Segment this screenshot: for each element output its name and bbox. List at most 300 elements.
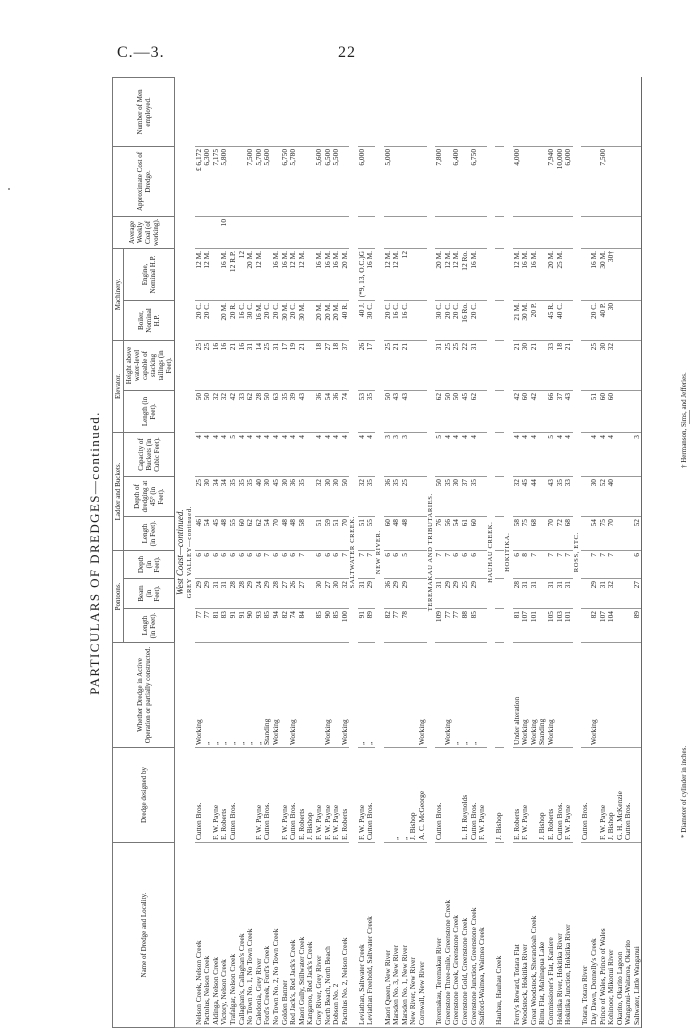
cell-cost (478, 146, 487, 216)
group-heading: HAUHAU CREEK. (487, 77, 496, 1027)
cell-ladder-length: 45 (212, 517, 221, 551)
cell-name: Caledonia, Grey River (255, 843, 264, 1028)
cell-boiler: 20 C. (203, 300, 212, 340)
cell-name: Maori Gully, Stillwater Creek (298, 843, 307, 1028)
cell-pontoon-beam (495, 579, 504, 609)
cell-name: Victory, Nelson Creek (220, 843, 229, 1028)
cell-pontoon-depth: 7 (564, 551, 573, 579)
cell-men (263, 77, 272, 146)
cell-designer: E. Roberts (513, 748, 522, 843)
cell-bucket-capacity: 4 (607, 432, 616, 476)
cell-elevator-height: 18 (332, 340, 341, 390)
cell-designer: G. H. McKenzie (616, 748, 625, 843)
cell-elevator-height: 25 (263, 340, 272, 390)
cell-pontoon-beam: 29 (401, 579, 410, 609)
table-row (298, 77, 307, 1027)
cell-pontoon-length: 107 (521, 609, 530, 643)
cell-status: Working (444, 643, 453, 748)
cell-engine: 30† (607, 248, 616, 300)
cell-name: No Town No. 2, No Town Creek (272, 843, 281, 1028)
cell-men (547, 77, 556, 146)
cell-name: Golden Banner (281, 843, 290, 1028)
cell-ladder-length: 75 (521, 517, 530, 551)
cell-elevator-length (616, 390, 625, 432)
cell-boiler: 20 C. (452, 300, 461, 340)
cell-elevator-height: 31 (435, 340, 444, 390)
cell-cost: 4,000 (513, 146, 522, 216)
cell-ladder-length: 58 (513, 517, 522, 551)
cell-elevator-length: 43 (392, 390, 401, 432)
cell-boiler: 40 R. (341, 300, 350, 340)
cell-elevator-height (624, 340, 633, 390)
cell-pontoon-length: 77 (444, 609, 453, 643)
cell-pontoon-length: 77 (452, 609, 461, 643)
cell-pontoon-depth: 6 (384, 551, 393, 579)
cell-pontoon-length: 81 (513, 609, 522, 643)
cell-designer: Cutten Bros. (556, 748, 565, 843)
cell-cost: 5,700 (255, 146, 264, 216)
cell-bucket-capacity: 4 (521, 432, 530, 476)
cell-designer: Cutten Bros. (195, 748, 204, 843)
cell-status: „ (470, 643, 479, 748)
cell-boiler: 30 C. (246, 300, 255, 340)
cell-pontoon-depth: 6 (392, 551, 401, 579)
cell-ladder-length: 60 (470, 517, 479, 551)
cell-coal (281, 216, 290, 248)
cell-pontoon-length: 82 (384, 609, 393, 643)
cell-engine: 12 (401, 248, 410, 300)
cell-status: Working (195, 643, 204, 748)
rotated-content (84, 78, 694, 1028)
col-status: Whether Dredge in Active Operation or partially constructed. (113, 643, 175, 748)
cell-designer: E. Roberts (341, 748, 350, 843)
cell-cost (418, 146, 427, 216)
cell-engine: 16 M. (332, 248, 341, 300)
cell-boiler: 20 C. (470, 300, 479, 340)
cell-dredging-depth (478, 477, 487, 517)
cell-ladder-length: 54 (452, 517, 461, 551)
cell-coal (607, 216, 616, 248)
cell-engine: 20 M. (435, 248, 444, 300)
cell-status: Working (272, 643, 281, 748)
cell-pontoon-length: 74 (289, 609, 298, 643)
cell-designer: Cutten Bros. (624, 748, 633, 843)
page-number: 22 (338, 44, 356, 61)
cell-elevator-length: 50 (195, 390, 204, 432)
cell-status: Working (341, 643, 350, 748)
cell-status (298, 643, 307, 748)
cell-pontoon-depth: 6 (315, 551, 324, 579)
cell-designer: F. W. Payne (315, 748, 324, 843)
cell-status: „ (366, 643, 375, 748)
group-heading: SALTWATER CREEK. (349, 77, 358, 1027)
col-elevator-height: Height above water-level capable of stacking tailings (in Feet). (124, 340, 175, 390)
cell-pontoon-beam: 29 (246, 579, 255, 609)
cell-engine: 16 M. (324, 248, 333, 300)
cell-elevator-length: 43 (401, 390, 410, 432)
cell-engine: 12 M. (384, 248, 393, 300)
cell-engine: 12 M. (444, 248, 453, 300)
cell-elevator-length: 36 (332, 390, 341, 432)
cell-status (633, 643, 642, 748)
table-row (633, 77, 642, 1027)
cell-designer: „ (401, 748, 410, 843)
cell-boiler: 20 C. (289, 300, 298, 340)
cell-pontoon-length: 107 (599, 609, 608, 643)
cell-coal (306, 216, 315, 248)
cell-boiler (633, 300, 642, 340)
cell-engine: 12 M. (289, 248, 298, 300)
cell-boiler: 30 C. (366, 300, 375, 340)
cell-elevator-height: 26 (358, 340, 367, 390)
cell-coal (289, 216, 298, 248)
cell-dredging-depth: 34 (220, 477, 229, 517)
cell-pontoon-beam: 26 (289, 579, 298, 609)
cell-engine (409, 248, 418, 300)
cell-coal (238, 216, 247, 248)
cell-dredging-depth: 25 (401, 477, 410, 517)
cell-pontoon-beam (409, 579, 418, 609)
cell-elevator-height: 18 (315, 340, 324, 390)
cell-men (272, 77, 281, 146)
cell-pontoon-length: 91 (358, 609, 367, 643)
cell-engine (478, 248, 487, 300)
cell-bucket-capacity: 4 (272, 432, 281, 476)
cell-boiler: 20 M. (324, 300, 333, 340)
cell-elevator-length: 32 (212, 390, 221, 432)
cell-designer: A. C. McGeorge (418, 748, 427, 843)
cell-elevator-height: 21 (564, 340, 573, 390)
cell-name: Marsden No. 3, New River (392, 843, 401, 1028)
cell-pontoon-beam: 29 (366, 579, 375, 609)
cell-pontoon-length: 90 (246, 609, 255, 643)
cell-pontoon-beam: 30 (332, 579, 341, 609)
table-body (175, 77, 642, 1027)
cell-name: Marsden No. 1, New River (401, 843, 410, 1028)
cell-name: Wanganui-Waitaroa, Okarito (624, 843, 633, 1028)
cell-coal (478, 216, 487, 248)
cell-cost (530, 146, 539, 216)
table-row (470, 77, 479, 1027)
cell-boiler: 20 C. (384, 300, 393, 340)
cell-elevator-height: 25 (384, 340, 393, 390)
cell-men (521, 77, 530, 146)
cell-pontoon-beam: 29 (263, 579, 272, 609)
cell-elevator-length: 43 (298, 390, 307, 432)
cell-elevator-length: 60 (607, 390, 616, 432)
cell-ladder-length: 48 (281, 517, 290, 551)
cell-pontoon-depth: 6 (220, 551, 229, 579)
cell-boiler: 16 M. (255, 300, 264, 340)
cell-dredging-depth: 30 (263, 477, 272, 517)
cell-coal: 10 (220, 216, 229, 248)
cell-pontoon-length: 91 (229, 609, 238, 643)
cell-ladder-length: 51 (358, 517, 367, 551)
cell-dredging-depth: 50 (341, 477, 350, 517)
cell-pontoon-depth: 6 (229, 551, 238, 579)
cell-bucket-capacity: 4 (599, 432, 608, 476)
cell-boiler: 20 C. (444, 300, 453, 340)
cell-dredging-depth (409, 477, 418, 517)
cell-men (384, 77, 393, 146)
cell-engine: 12 M. (255, 248, 264, 300)
cell-dredging-depth: 35 (392, 477, 401, 517)
cell-pontoon-length (495, 609, 504, 643)
cell-status: „ (452, 643, 461, 748)
cell-elevator-height: 31 (272, 340, 281, 390)
cell-bucket-capacity: 4 (195, 432, 204, 476)
cell-status (392, 643, 401, 748)
cell-name: Dobson No. 2 (332, 843, 341, 1028)
cell-name: Stafford-Waimea, Waimea Creek (478, 843, 487, 1028)
cell-designer: F. W. Payne (599, 748, 608, 843)
cell-dredging-depth: 52 (599, 477, 608, 517)
cell-bucket-capacity (624, 432, 633, 476)
cell-cost (521, 146, 530, 216)
cell-pontoon-depth: 6 (470, 551, 479, 579)
cell-engine: 12 M. (298, 248, 307, 300)
cell-bucket-capacity: 5 (547, 432, 556, 476)
cell-engine: 12 M. (203, 248, 212, 300)
cell-elevator-length: 62 (246, 390, 255, 432)
cell-pontoon-depth: 7 (607, 551, 616, 579)
cell-dredging-depth: 30 (203, 477, 212, 517)
cell-status: „ (358, 643, 367, 748)
col-pontoon-beam: Beam (in Feet). (124, 579, 175, 609)
cell-engine: 16 M. (281, 248, 290, 300)
group-heading: ROSS, ETC. (573, 77, 582, 1027)
cell-men (452, 77, 461, 146)
cell-bucket-capacity: 5 (229, 432, 238, 476)
cell-coal (435, 216, 444, 248)
cell-pontoon-beam: 27 (633, 579, 642, 609)
cell-pontoon-depth: 7 (358, 551, 367, 579)
table-row (478, 77, 487, 1027)
cell-status (599, 643, 608, 748)
cell-dredging-depth: 32 (358, 477, 367, 517)
cell-coal (409, 216, 418, 248)
cell-engine: 16 M. (272, 248, 281, 300)
cell-bucket-capacity: 4 (263, 432, 272, 476)
cell-pontoon-length (478, 609, 487, 643)
cell-engine: 30 M. (599, 248, 608, 300)
cell-coal (624, 216, 633, 248)
cell-status: Standing (263, 643, 272, 748)
cell-men (418, 77, 427, 146)
cell-bucket-capacity: 4 (220, 432, 229, 476)
cell-dredging-depth: 37 (461, 477, 470, 517)
cell-pontoon-length: 78 (401, 609, 410, 643)
cell-designer (633, 748, 642, 843)
cell-men (633, 77, 642, 146)
cell-men (590, 77, 599, 146)
cell-designer: E. Roberts (220, 748, 229, 843)
cell-pontoon-depth: 6 (238, 551, 247, 579)
cell-ladder-length: 68 (564, 517, 573, 551)
cell-men (616, 77, 625, 146)
cell-pontoon-beam: 32 (341, 579, 350, 609)
cell-pontoon-depth: 6 (246, 551, 255, 579)
cell-pontoon-length: 104 (607, 609, 616, 643)
cell-engine: 12 M. (452, 248, 461, 300)
cell-pontoon-beam: 27 (281, 579, 290, 609)
cell-cost: 7,500 (246, 146, 255, 216)
cell-pontoon-length: 85 (470, 609, 479, 643)
cell-bucket-capacity: 4 (255, 432, 264, 476)
cell-coal (195, 216, 204, 248)
cell-pontoon-depth: 6 (272, 551, 281, 579)
cell-elevator-height: 17 (366, 340, 375, 390)
cell-elevator-height: 21 (229, 340, 238, 390)
cell-pontoon-length: 88 (461, 609, 470, 643)
cell-pontoon-depth: 6 (332, 551, 341, 579)
cell-elevator-length: 74 (341, 390, 350, 432)
cell-name: Leviathan Freehold, Saltwater Creek (366, 843, 375, 1028)
cell-men (599, 77, 608, 146)
cell-name: Day Dawn, Donnelly's Creek (590, 843, 599, 1028)
cell-name: Red Jack's, Red Jack's Creek (289, 843, 298, 1028)
table-row (607, 77, 616, 1027)
cell-pontoon-length: 89 (366, 609, 375, 643)
cell-status: Working (521, 643, 530, 748)
cell-name: Hauhau, Hauhau Creek (495, 843, 504, 1028)
cell-bucket-capacity (538, 432, 547, 476)
cell-status: „ (255, 643, 264, 748)
cell-ladder-length: 51 (332, 517, 341, 551)
cell-men (366, 77, 375, 146)
cell-dredging-depth: 35 (470, 477, 479, 517)
cell-dredging-depth: 25 (195, 477, 204, 517)
cell-pontoon-depth: 6 (255, 551, 264, 579)
cell-elevator-length: 32 (220, 390, 229, 432)
cell-boiler (564, 300, 573, 340)
cell-ladder-length: 70 (272, 517, 281, 551)
col-bucket-capacity: Capacity of Buckets (in Cubic Feet). (124, 432, 175, 476)
cell-elevator-length: 63 (272, 390, 281, 432)
cell-bucket-capacity: 4 (461, 432, 470, 476)
cell-cost: 7,940 (547, 146, 556, 216)
cell-pontoon-depth: 6 (212, 551, 221, 579)
cell-pontoon-depth: 8 (521, 551, 530, 579)
cell-bucket-capacity: 4 (556, 432, 565, 476)
col-engine: Engine, Nominal H.P. (124, 248, 175, 300)
cell-boiler: 20 M. (315, 300, 324, 340)
cell-cost: 5,500 (332, 146, 341, 216)
group-heading: NEW RIVER. (375, 77, 384, 1027)
cell-status: „ (238, 643, 247, 748)
cell-pontoon-beam: 31 (556, 579, 565, 609)
cell-name: Pactolus, Nelson Creek (203, 843, 212, 1028)
cell-designer: F. W. Payne (358, 748, 367, 843)
cell-dredging-depth: 32 (315, 477, 324, 517)
table-row (401, 77, 410, 1027)
cell-pontoon-length: 81 (212, 609, 221, 643)
cell-cost (624, 146, 633, 216)
cell-ladder-length: 68 (530, 517, 539, 551)
cell-ladder-length: 54 (263, 517, 272, 551)
cell-engine: 16 M. (366, 248, 375, 300)
cell-bucket-capacity: 4 (341, 432, 350, 476)
cell-elevator-length: 50 (384, 390, 393, 432)
cell-designer: F. W. Payne (212, 748, 221, 843)
cell-bucket-capacity: 4 (470, 432, 479, 476)
cell-elevator-length: 33 (238, 390, 247, 432)
cell-coal (298, 216, 307, 248)
cell-ladder-length: 48 (392, 517, 401, 551)
cell-name: Teremakau, Teremakau River (435, 843, 444, 1028)
cell-dredging-depth: 35 (298, 477, 307, 517)
cell-cost: 5,000 (384, 146, 393, 216)
table-row (530, 77, 539, 1027)
cell-pontoon-beam: 31 (435, 579, 444, 609)
cell-engine: 20 M. (341, 248, 350, 300)
cell-coal (556, 216, 565, 248)
cell-name: Kohinoor, Mikonui River (607, 843, 616, 1028)
cell-pontoon-beam: 31 (547, 579, 556, 609)
cell-elevator-length: 62 (470, 390, 479, 432)
cell-boiler: 20 C. (195, 300, 204, 340)
cell-boiler: 16 C. (238, 300, 247, 340)
cell-dredging-depth (616, 477, 625, 517)
cell-men (409, 77, 418, 146)
cell-boiler: 40 J. (358, 300, 367, 340)
cell-pontoon-beam: 28 (272, 579, 281, 609)
cell-elevator-height: 17 (281, 340, 290, 390)
cell-ladder-length: 62 (255, 517, 264, 551)
cell-dredging-depth: 30 (452, 477, 461, 517)
cell-designer: Cutten Bros. (366, 748, 375, 843)
cell-ladder-length: 70 (607, 517, 616, 551)
cell-elevator-height (495, 340, 504, 390)
cell-elevator-height (409, 340, 418, 390)
cell-name: North Beach, North Beach (324, 843, 333, 1028)
table-row (341, 77, 350, 1027)
cell-boiler: 30 M. (281, 300, 290, 340)
cell-men (435, 77, 444, 146)
cell-elevator-length: 42 (530, 390, 539, 432)
cell-elevator-height: 21 (298, 340, 307, 390)
cell-engine (564, 248, 573, 300)
cell-elevator-length (478, 390, 487, 432)
cell-ladder-length: 54 (203, 517, 212, 551)
cell-designer: Cutten Bros. (435, 748, 444, 843)
cell-elevator-height: 31 (470, 340, 479, 390)
cell-coal (203, 216, 212, 248)
cell-ladder-length (495, 517, 504, 551)
cell-elevator-height (418, 340, 427, 390)
cell-name: Maori Queen, New River (384, 843, 393, 1028)
cell-status: Working (590, 643, 599, 748)
cell-men (332, 77, 341, 146)
cell-coal (633, 216, 642, 248)
cell-pontoon-depth: 6 (203, 551, 212, 579)
cell-bucket-capacity: 4 (358, 432, 367, 476)
cell-designer (444, 748, 453, 843)
cell-pontoon-beam: 29 (470, 579, 479, 609)
cell-bucket-capacity: 4 (564, 432, 573, 476)
cell-status: Working (530, 643, 539, 748)
cell-elevator-height (616, 340, 625, 390)
cell-boiler: 30 C. (435, 300, 444, 340)
cell-pontoon-length: 83 (220, 609, 229, 643)
cell-ladder-length (409, 517, 418, 551)
cell-men (298, 77, 307, 146)
cell-ladder-length: 55 (366, 517, 375, 551)
cell-cost: 5,600 (315, 146, 324, 216)
cell-dredging-depth: 36 (289, 477, 298, 517)
cell-elevator-length: 50 (444, 390, 453, 432)
cell-bucket-capacity (409, 432, 418, 476)
